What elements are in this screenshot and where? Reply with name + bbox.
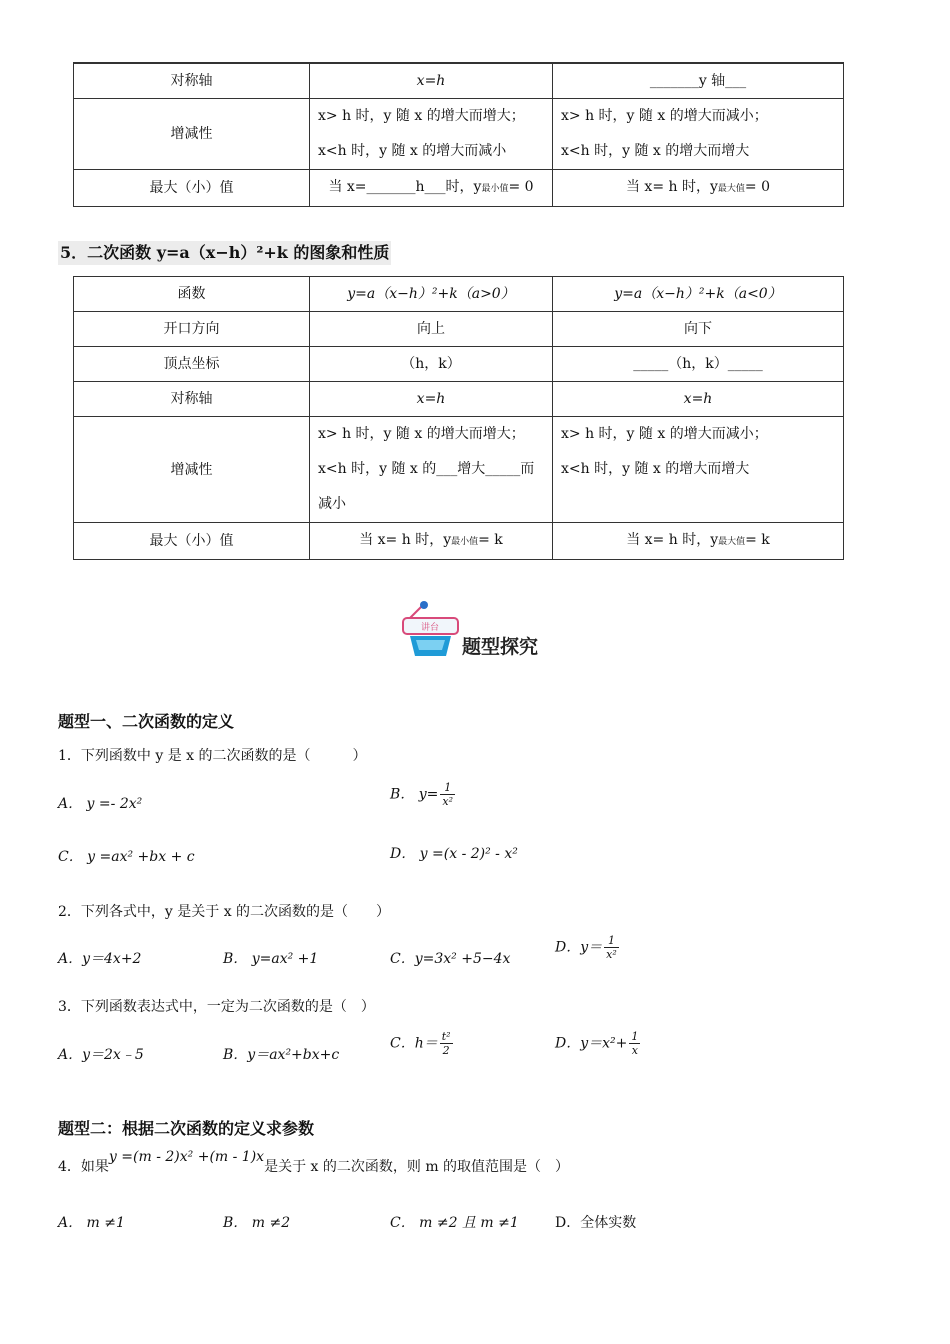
table-row	[74, 523, 844, 560]
table-row	[74, 312, 844, 347]
extreme-subscript: 最大值	[717, 184, 745, 194]
cell-axis-a-neg: x=h	[553, 382, 844, 417]
question-types-logo	[400, 600, 550, 664]
header-a-neg: y=a（x−h）²+k（a<0）	[553, 277, 844, 312]
properties-table-vertex-form-h	[73, 62, 844, 207]
extreme-text: 当 x= h 时，y	[626, 532, 719, 548]
row-label-vertex: 顶点坐标	[74, 347, 310, 382]
q3-option-d[interactable]	[555, 1030, 642, 1057]
extreme-value: = k	[478, 532, 503, 548]
cell-mono-a-neg	[553, 417, 844, 523]
mono-line: x<h 时，y 随 x 的增大而增大	[561, 461, 750, 477]
type-2-heading: 题型二：根据二次函数的定义求参数	[58, 1119, 315, 1138]
cell-axis-a-neg: _______y 轴___	[553, 64, 844, 99]
q4-stem-prefix: 4．如果	[58, 1159, 109, 1175]
fraction-denominator: x	[631, 1044, 638, 1057]
logo-title-text: 题型探究	[462, 636, 539, 658]
mono-line: 减小	[318, 496, 346, 512]
cell-vertex-a-neg: _____（h，k）_____	[553, 347, 844, 382]
q1-option-b-fraction	[440, 781, 455, 808]
table-row	[74, 417, 844, 523]
cell-extreme-a-neg	[553, 523, 844, 560]
extreme-subscript: 最小值	[481, 184, 509, 194]
q3-option-d-label: D．y＝x²+	[555, 1035, 628, 1052]
q2-option-d-fraction	[604, 934, 619, 961]
mono-line: x<h 时，y 随 x 的___增大_____而	[318, 461, 535, 477]
type-1-heading: 题型一、二次函数的定义	[58, 712, 235, 731]
mono-line: x> h 时，y 随 x 的增大而增大；	[318, 426, 525, 442]
table-row	[74, 170, 844, 207]
q1-option-b-label: B． y=	[390, 786, 439, 803]
cell-mono-a-neg	[553, 99, 844, 170]
q3-option-c[interactable]	[390, 1030, 455, 1057]
q4-option-d[interactable]: D．全体实数	[555, 1215, 637, 1231]
mono-line: x> h 时，y 随 x 的增大而减小；	[561, 108, 768, 124]
q1-option-d[interactable]: D． y =(x - 2)² - x²	[390, 846, 518, 862]
row-label-function: 函数	[74, 277, 310, 312]
q3-option-d-fraction	[629, 1030, 640, 1057]
extreme-value: = 0	[744, 179, 770, 195]
cell-open-a-pos: 向上	[310, 312, 553, 347]
logo-knob-icon	[420, 601, 428, 609]
fraction-denominator: 2	[442, 1044, 450, 1057]
extreme-text: 当 x= h 时，y	[359, 532, 452, 548]
q3-option-b[interactable]: B．y＝ax²+bx+c	[223, 1047, 340, 1063]
q2-option-a[interactable]: A．y＝4x+2	[58, 951, 142, 967]
row-label-extreme: 最大（小）值	[74, 523, 310, 560]
q2-option-b[interactable]: B． y=ax² +1	[223, 951, 319, 967]
fraction-denominator: x²	[606, 948, 617, 961]
q4-stem-suffix: 是关于 x 的二次函数，则 m 的取值范围是（ ）	[264, 1159, 570, 1175]
fraction-numerator: 1	[604, 934, 619, 948]
logo-badge-text: 讲台	[420, 623, 440, 633]
row-label-extreme: 最大（小）值	[74, 170, 310, 207]
cell-axis-a-pos: x=h	[310, 64, 553, 99]
table-row	[74, 277, 844, 312]
fraction-numerator: 1	[440, 781, 455, 795]
table-row	[74, 99, 844, 170]
q1-option-a[interactable]: A． y =- 2x²	[58, 796, 143, 812]
q2-option-d-label: D．y＝	[555, 939, 603, 956]
q1-option-b[interactable]	[390, 781, 457, 808]
q2-option-d[interactable]	[555, 934, 621, 961]
question-3-stem: 3．下列函数表达式中，一定为二次函数的是（ ）	[58, 999, 375, 1015]
extreme-value: = k	[745, 532, 770, 548]
mono-line: x<h 时，y 随 x 的增大而增大	[561, 143, 750, 159]
cell-extreme-a-pos	[310, 523, 553, 560]
extreme-value: = 0	[508, 179, 534, 195]
mono-line: x> h 时，y 随 x 的增大而增大；	[318, 108, 525, 124]
cell-mono-a-pos	[310, 417, 553, 523]
q1-option-c[interactable]: C． y =ax² +bx + c	[58, 849, 195, 865]
mono-line: x<h 时，y 随 x 的增大而减小	[318, 143, 507, 159]
q4-option-b[interactable]: B． m ≠2	[223, 1215, 291, 1231]
q3-option-a[interactable]: A．y＝2x﹣5	[58, 1047, 144, 1063]
question-2-stem: 2．下列各式中，y 是关于 x 的二次函数的是（ ）	[58, 904, 391, 920]
fraction-denominator: x²	[442, 795, 454, 808]
section-5-title: 5．二次函数 y=a（x−h）²+k 的图象和性质	[58, 241, 391, 265]
table-row	[74, 64, 844, 99]
q4-option-a[interactable]: A． m ≠1	[58, 1215, 125, 1231]
row-label-opening: 开口方向	[74, 312, 310, 347]
q3-option-c-label: C．h＝	[390, 1035, 438, 1052]
cell-vertex-a-pos: （h，k）	[310, 347, 553, 382]
row-label-axis: 对称轴	[74, 382, 310, 417]
cell-mono-a-pos	[310, 99, 553, 170]
row-label-axis: 对称轴	[74, 64, 310, 99]
table-row	[74, 382, 844, 417]
question-1-stem: 1．下列函数中 y 是 x 的二次函数的是（ ）	[58, 748, 367, 764]
row-label-monotonicity: 增减性	[74, 417, 310, 523]
properties-table-vertex-form-hk	[73, 276, 844, 560]
extreme-subscript: 最大值	[718, 537, 746, 547]
fraction-numerator: t²	[441, 1030, 451, 1043]
q2-option-c[interactable]: C．y=3x² +5−4x	[390, 951, 511, 967]
cell-extreme-a-neg	[553, 170, 844, 207]
q3-option-c-fraction	[440, 1030, 453, 1057]
q4-stem-formula: y =(m - 2)x² +(m - 1)x	[108, 1149, 265, 1165]
header-a-pos: y=a（x−h）²+k（a>0）	[310, 277, 553, 312]
mono-line: x> h 时，y 随 x 的增大而减小；	[561, 426, 768, 442]
fraction-numerator: 1	[631, 1030, 639, 1043]
extreme-subscript: 最小值	[451, 537, 479, 547]
extreme-text: 当 x=_______h___时，y	[328, 179, 482, 195]
question-4-stem	[58, 1149, 570, 1176]
cell-extreme-a-pos	[310, 170, 553, 207]
q4-option-c[interactable]: C． m ≠2 且 m ≠1	[390, 1215, 519, 1231]
extreme-text: 当 x= h 时，y	[625, 179, 718, 195]
cell-open-a-neg: 向下	[553, 312, 844, 347]
row-label-monotonicity: 增减性	[74, 99, 310, 170]
cell-axis-a-pos: x=h	[310, 382, 553, 417]
table-row	[74, 347, 844, 382]
